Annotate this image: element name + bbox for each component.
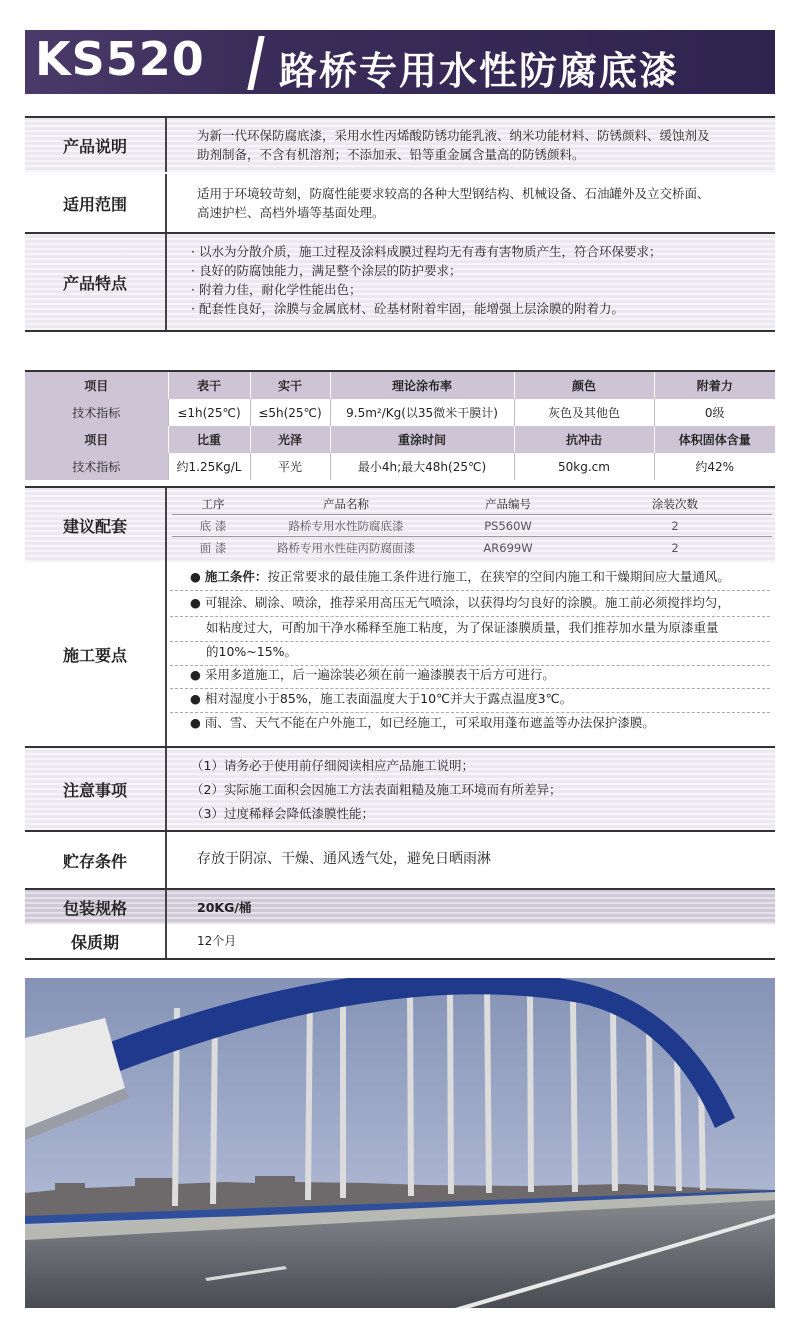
matching-cell: PS560W	[438, 515, 578, 537]
features-section	[25, 234, 775, 330]
spec-header-cell: 比重	[168, 426, 250, 453]
title-banner	[25, 30, 775, 94]
feature-item: · 良好的防腐蚀能力，满足整个涂层的防护要求；	[191, 263, 462, 278]
shelf-label: 保质期	[70, 932, 119, 952]
spec-header-cell: 项目	[25, 372, 168, 399]
spec-header-cell: 附着力	[654, 372, 775, 399]
spec-header-cell: 重涂时间	[330, 426, 514, 453]
matching-cell: 路桥专用水性硅丙防腐面漆	[254, 537, 438, 559]
construction-bullet: ● 施工条件：按正常要求的最佳施工条件进行施工，在狭窄的空间内施工和干燥期间应大量通风。	[190, 569, 730, 584]
matching-header-row	[172, 493, 772, 515]
construction-bullet-text: 雨、雪、天气不能在户外施工，如已经施工，可采取用蓬布遮盖等办法保护漆膜。	[204, 715, 655, 730]
product-desc-text	[197, 126, 759, 164]
spec-cell: 约1.25Kg/L	[168, 453, 250, 480]
scope-text	[197, 184, 759, 222]
column-divider	[165, 234, 167, 330]
column-divider	[165, 832, 167, 888]
matching-table	[172, 493, 772, 558]
product-desc-section	[25, 118, 775, 172]
storage-label: 贮存条件	[62, 851, 127, 871]
spec-header-cell: 光泽	[250, 426, 330, 453]
column-divider	[165, 924, 167, 958]
matching-cell: 面 漆	[172, 537, 254, 559]
spec-header-cell: 项目	[25, 426, 168, 453]
notes-label: 注意事项	[62, 780, 127, 800]
note-item: （1）请务必于使用前仔细阅读相应产品施工说明；	[191, 758, 474, 773]
construction-bullet-text: 相对湿度小于85%，施工表面温度大于10℃并大于露点温度3℃。	[204, 691, 573, 706]
matching-row	[172, 515, 772, 537]
product-code: KS520	[35, 32, 205, 86]
banner-divider	[247, 36, 264, 90]
notes-text	[191, 754, 759, 826]
bridge-photo	[25, 978, 775, 1308]
spec-cell: 约42%	[654, 453, 775, 480]
construction-bullet-text: 按正常要求的最佳施工条件进行施工，在狭窄的空间内施工和干燥期间应大量通风。	[267, 569, 730, 584]
construction-bullet-text: 可辊涂、刷涂、喷涂，推荐采用高压无气喷涂，以获得均匀良好的涂膜。施工前必须搅拌均匀，	[204, 595, 730, 610]
spec-header-cell: 体积固体含量	[654, 426, 775, 453]
spec-header-cell: 实干	[250, 372, 330, 399]
column-divider	[165, 748, 167, 830]
storage-text: 存放于阴凉、干燥、通风透气处，避免日晒雨淋	[197, 851, 491, 867]
spec-cell: 50kg.cm	[514, 453, 654, 480]
product-desc-line: 助剂制备，不含有机溶剂；不添加汞、铅等重金属含量高的防锈颜料。	[197, 147, 585, 162]
matching-header-cell: 产品名称	[323, 496, 369, 511]
matching-cell: 路桥专用水性防腐底漆	[254, 515, 438, 537]
construction-label: 施工要点	[62, 645, 127, 665]
scope-line: 高速护栏、高档外墙等基面处理。	[197, 205, 385, 220]
spec-header-row	[25, 426, 775, 453]
notes-section	[25, 748, 775, 830]
construction-bullet-cont: 如粘度过大，可酌加干净水稀释至施工粘度，为了保证漆膜质量，我们推荐加水量为原漆重量	[206, 620, 719, 635]
section-divider	[25, 330, 775, 332]
product-desc-line: 为新一代环保防腐底漆，采用水性丙烯酸防锈功能乳液、纳米功能材料、防锈颜料、缓蚀剂及	[197, 128, 710, 143]
spec-cell: ≤5h(25℃)	[250, 399, 330, 426]
construction-bullet-title: 施工条件：	[204, 569, 268, 584]
feature-item: · 以水为分散介质，施工过程及涂料成膜过程均无有毒有害物质产生，符合环保要求；	[191, 244, 662, 259]
packaging-section	[25, 890, 775, 924]
matching-cell: 2	[578, 537, 772, 559]
construction-bullet: ● 相对湿度小于85%，施工表面温度大于10℃并大于露点温度3℃。	[190, 691, 573, 706]
column-divider	[165, 890, 167, 924]
packaging-label: 包装规格	[62, 898, 127, 918]
product-desc-label: 产品说明	[62, 136, 127, 156]
scope-line: 适用于环境较苛刻，防腐性能要求较高的各种大型钢结构、机械设备、石油罐外及立交桥面、	[197, 186, 710, 201]
matching-header-cell: 涂装次数	[652, 496, 698, 511]
matching-header-cell: 产品编号	[485, 496, 531, 511]
construction-bullet: ● 可辊涂、刷涂、喷涂，推荐采用高压无气喷涂，以获得均匀良好的涂膜。施工前必须搅拌均匀，	[190, 595, 730, 610]
features-label: 产品特点	[62, 273, 127, 293]
spec-row-label: 技术指标	[25, 453, 168, 480]
construction-bullet: ● 采用多道施工，后一遍涂装必须在前一遍漆膜表干后方可进行。	[190, 667, 555, 682]
spec-value-row	[25, 453, 775, 480]
matching-cell: AR699W	[438, 537, 578, 559]
shelf-text: 12个月	[197, 934, 237, 948]
product-title: 路桥专用水性防腐底漆	[279, 49, 680, 93]
construction-bullet: ● 雨、雪、天气不能在户外施工，如已经施工，可采取用蓬布遮盖等办法保护漆膜。	[190, 715, 655, 730]
spec-cell: 0级	[654, 399, 775, 426]
feature-item: · 配套性良好，涂膜与金属底材、砼基材附着牢固，能增强上层涂膜的附着力。	[191, 301, 624, 316]
note-item: （2）实际施工面积会因施工方法表面粗糙及施工环境而有所差异；	[191, 782, 562, 797]
matching-row	[172, 537, 772, 559]
spec-value-row	[25, 399, 775, 426]
column-divider	[165, 118, 167, 172]
column-divider	[165, 488, 167, 562]
spec-header-cell: 表干	[168, 372, 250, 399]
spec-cell: 灰色及其他色	[514, 399, 654, 426]
dashed-divider	[170, 590, 770, 591]
spec-cell: 最小4h;最大48h(25℃)	[330, 453, 514, 480]
matching-header-cell: 工序	[201, 496, 225, 511]
spec-row-label: 技术指标	[25, 399, 168, 426]
section-divider	[25, 958, 775, 960]
feature-item: · 附着力佳，耐化学性能出色；	[191, 282, 362, 297]
spec-header-cell: 理论涂布率	[330, 372, 514, 399]
spec-header-cell: 颜色	[514, 372, 654, 399]
matching-cell: 2	[578, 515, 772, 537]
spec-cell: 平光	[250, 453, 330, 480]
matching-cell: 底 漆	[172, 515, 254, 537]
storage-section	[25, 832, 775, 888]
construction-bullet-text: 采用多道施工，后一遍涂装必须在前一遍漆膜表干后方可进行。	[204, 667, 555, 682]
scope-label: 适用范围	[62, 194, 127, 214]
spec-cell: 9.5m²/Kg(以35微米干膜计)	[330, 399, 514, 426]
packaging-text: 20KG/桶	[197, 900, 252, 915]
spec-header-cell: 抗冲击	[514, 426, 654, 453]
column-divider	[165, 562, 167, 746]
shelf-section	[25, 924, 775, 958]
spec-table	[25, 372, 775, 480]
note-item: （3）过度稀释会降低漆膜性能；	[191, 806, 374, 821]
spec-header-row	[25, 372, 775, 399]
scope-section	[25, 174, 775, 232]
spec-cell: ≤1h(25℃)	[168, 399, 250, 426]
features-text	[191, 242, 759, 318]
column-divider	[165, 174, 167, 232]
construction-bullet-cont: 的10%~15%。	[206, 644, 298, 659]
matching-label: 建议配套	[62, 516, 127, 536]
